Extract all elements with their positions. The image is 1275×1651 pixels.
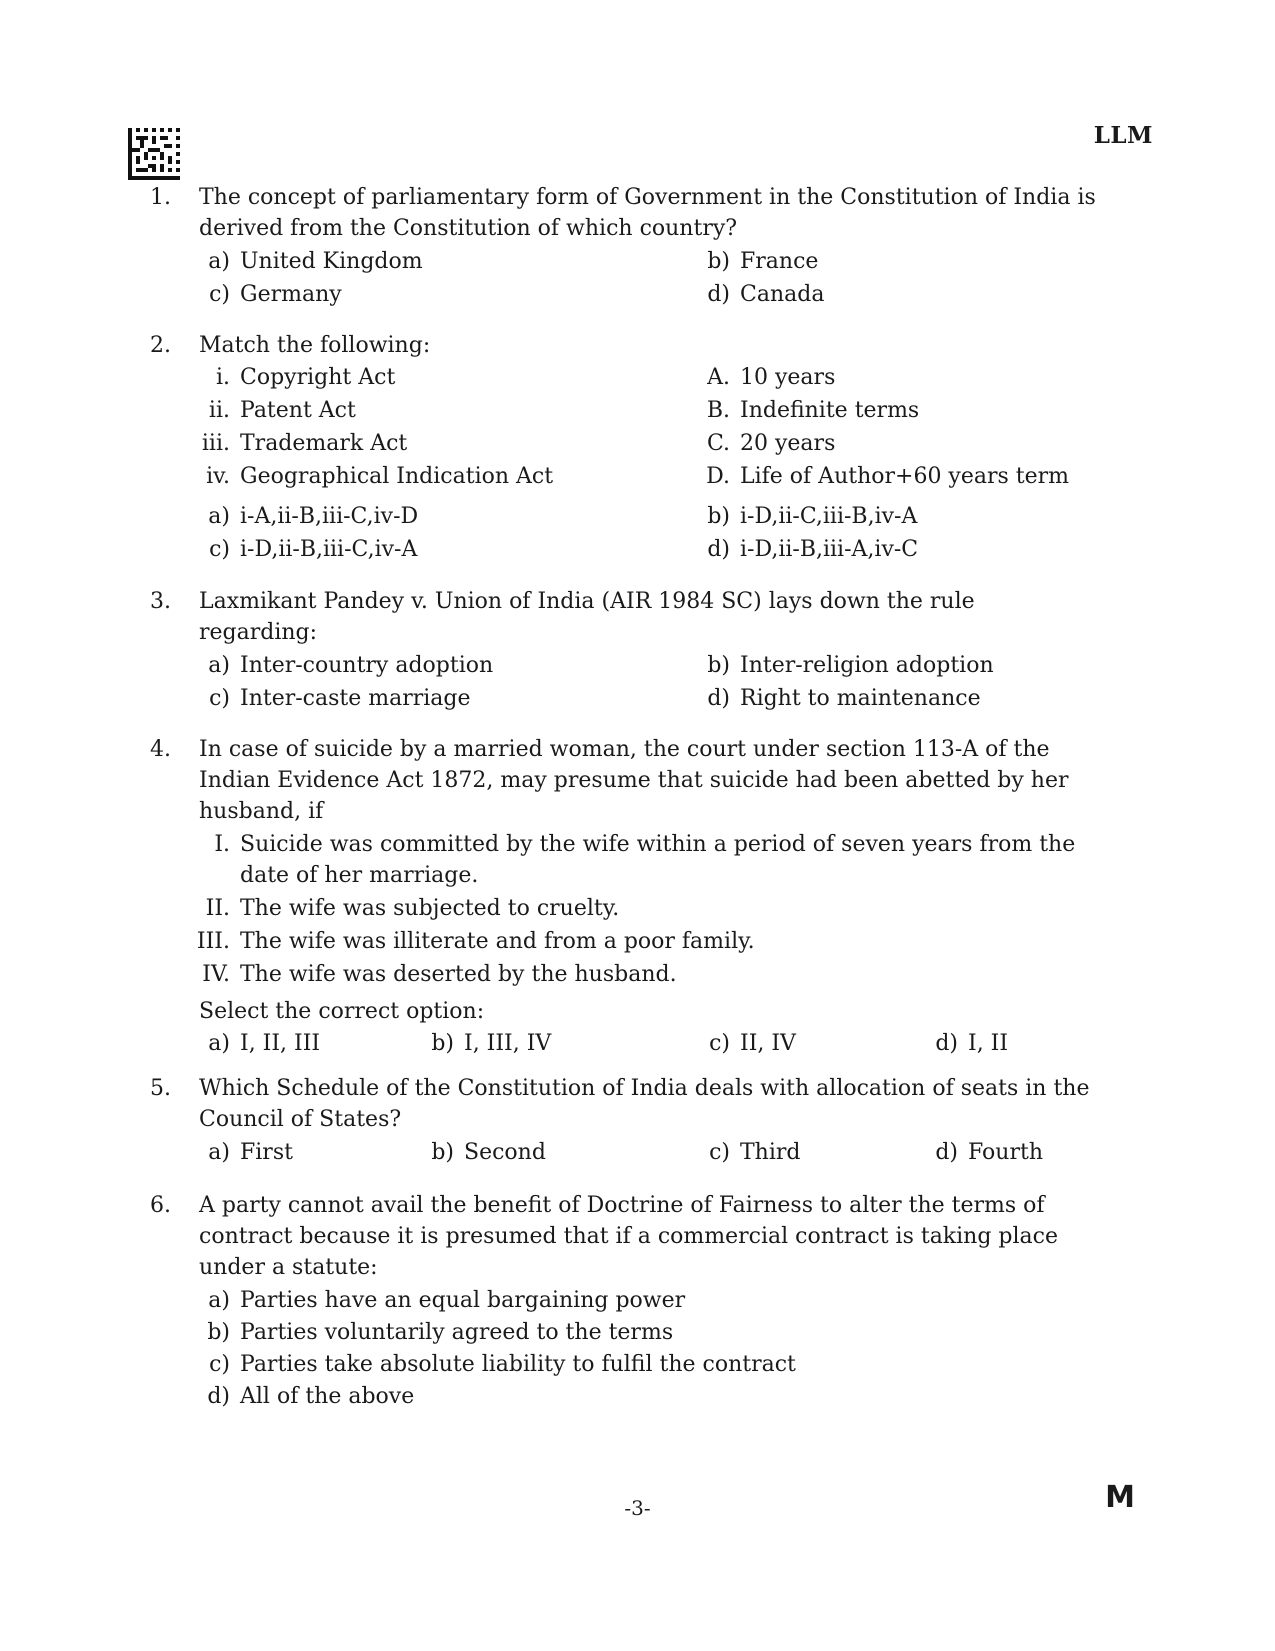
select-instruction: Select the correct option: <box>199 999 485 1024</box>
question-5 <box>150 1073 1105 1170</box>
option-c: c) i-D,ii-B,iii-C,iv-A <box>209 537 418 562</box>
option-a: a) i-A,ii-B,iii-C,iv-D <box>208 504 419 529</box>
qr-code-icon <box>128 128 180 180</box>
option-d: d) I, II <box>935 1031 1009 1056</box>
match-item-ii: ii. Patent Act <box>208 398 356 423</box>
option-a: a) Inter-country adoption <box>208 653 494 678</box>
option-b: b) i-D,ii-C,iii-B,iv-A <box>707 504 918 529</box>
option-d: d) Right to maintenance <box>707 686 981 711</box>
question-number: 4. <box>150 737 171 762</box>
question-number: 3. <box>150 589 171 614</box>
question-number: 6. <box>150 1193 171 1218</box>
option-c: c) II, IV <box>709 1031 796 1056</box>
statement-II: II. The wife was subjected to cruelty. <box>205 896 620 921</box>
option-a: a) I, II, III <box>208 1031 321 1056</box>
option-a: a) United Kingdom <box>208 249 423 274</box>
match-item-D: D. Life of Author+60 years term <box>706 464 1070 489</box>
question-text: A party cannot avail the benefit of Doctrine of Fairness to alter the terms of contract because it is presumed that if a commercial contract is taking place under a statute: <box>199 1193 1058 1280</box>
question-6 <box>150 1190 1105 1412</box>
match-item-iii: iii. Trademark Act <box>201 431 408 456</box>
option-c: c) Third <box>709 1140 801 1165</box>
option-b: b) Second <box>431 1140 546 1165</box>
question-number: 2. <box>150 333 171 358</box>
statement-I: I. Suicide was committed by the wife within a period of seven years from the date of her marriage. <box>214 832 1076 888</box>
option-c: c) Inter-caste marriage <box>209 686 471 711</box>
series-code: M <box>1105 1480 1135 1515</box>
match-item-B: B. Indefinite terms <box>706 398 920 423</box>
question-1 <box>150 182 1105 312</box>
question-text: Laxmikant Pandey v. Union of India (AIR 1984 SC) lays down the rule regarding: <box>199 589 975 645</box>
question-2 <box>150 330 1105 567</box>
question-text: In case of suicide by a married woman, the court under section 113-A of the Indian Evidence Act 1872, may presume that suicide had been abetted by her husband, if <box>199 737 1069 824</box>
option-c: c) Germany <box>209 282 342 307</box>
match-item-A: A. 10 years <box>707 365 836 390</box>
match-item-iv: iv. Geographical Indication Act <box>206 464 554 489</box>
question-text: Which Schedule of the Constitution of India deals with allocation of seats in the Council of States? <box>199 1076 1090 1132</box>
match-item-i: i. Copyright Act <box>215 365 396 390</box>
question-number: 1. <box>150 185 171 210</box>
question-4 <box>150 734 1105 1061</box>
option-c: c) Parties take absolute liability to fulfil the contract <box>209 1352 796 1377</box>
option-d: d) Canada <box>707 282 825 307</box>
option-b: b) Inter-religion adoption <box>707 653 994 678</box>
option-b: b) Parties voluntarily agreed to the terms <box>207 1320 674 1345</box>
question-text: The concept of parliamentary form of Government in the Constitution of India is derived from the Constitution of which country? <box>199 185 1096 241</box>
paper-code: LLM <box>1093 122 1153 149</box>
option-b: b) France <box>707 249 819 274</box>
statement-III: III. The wife was illiterate and from a poor family. <box>196 929 755 954</box>
question-number: 5. <box>150 1076 171 1101</box>
option-a: a) First <box>208 1140 293 1165</box>
question-3 <box>150 586 1105 716</box>
page-number: -3- <box>624 1496 651 1520</box>
question-text: Match the following: <box>199 333 431 358</box>
match-item-C: C. 20 years <box>706 431 836 456</box>
option-d: d) All of the above <box>207 1384 415 1409</box>
option-d: d) i-D,ii-B,iii-A,iv-C <box>707 537 919 562</box>
option-d: d) Fourth <box>935 1140 1044 1165</box>
statement-IV: IV. The wife was deserted by the husband. <box>202 962 677 987</box>
option-b: b) I, III, IV <box>431 1031 552 1056</box>
option-a: a) Parties have an equal bargaining power <box>208 1288 686 1313</box>
